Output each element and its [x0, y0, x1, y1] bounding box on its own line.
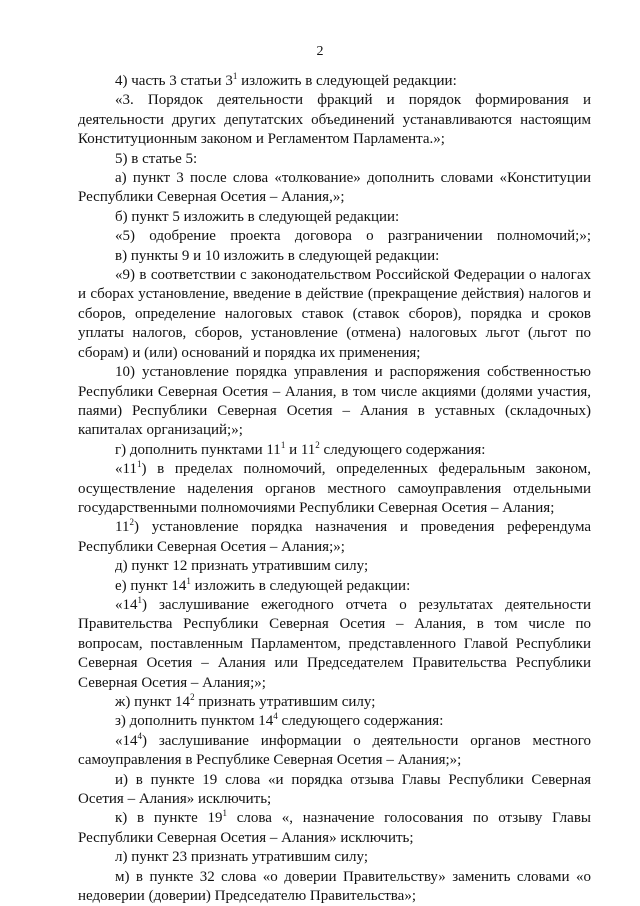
text-run: ) заслушивание информации о деятельности органов местного самоуправления в Республике Северная Осетия – Алания;»; — [78, 732, 591, 769]
paragraph — [78, 266, 591, 363]
superscript: 1 — [280, 439, 286, 450]
text-run: 4) часть 3 статьи 3 — [115, 73, 233, 89]
text-run: а) пункт 3 после слова «толкование» дополнить словами «Конституции Республики Северная Осетия – Алания,»; — [78, 170, 591, 206]
paragraph — [78, 518, 591, 557]
text-run: следующего содержания: — [319, 441, 486, 458]
text-run: признать утратившим силу; — [194, 694, 376, 710]
paragraph — [78, 227, 591, 246]
superscript: 2 — [315, 439, 320, 450]
paragraph — [78, 693, 591, 712]
text-run: л) пункт 23 признать утратившим силу; — [115, 849, 368, 866]
text-run: ) в пределах полномочий, определенных федеральным законом, осуществление наделения органов местного самоуправления отдельными государственными полномочиями Республики Северная Осетия – Алания; — [78, 461, 591, 516]
paragraph — [78, 868, 591, 906]
paragraph — [78, 771, 591, 810]
text-run: «3. Порядок деятельности фракций и порядок формирования и деятельности других депутатских объединений устанавливаются настоящим Конституционным законом и Регламентом Парламента.»; — [78, 92, 591, 148]
superscript: 4 — [273, 711, 278, 722]
paragraph — [78, 169, 591, 208]
text-run: 5) в статье 5: — [115, 150, 198, 167]
paragraph — [78, 557, 591, 576]
superscript: 2 — [129, 517, 134, 528]
paragraph — [78, 732, 591, 771]
superscript: 1 — [136, 459, 142, 470]
paragraph — [78, 809, 591, 848]
text-run: 11 — [115, 519, 130, 536]
paragraph — [78, 150, 591, 169]
paragraph — [78, 72, 591, 91]
page-number: 2 — [316, 44, 324, 59]
text-run: к) в пункте 19 — [115, 810, 223, 827]
superscript: 1 — [137, 594, 142, 605]
paragraph — [78, 247, 591, 266]
text-run: 10) установление порядка управления и распоряжения собственностью Республики Северная Осетия – Алания, в том числе акциями (долями участия, паями) Республики Северная Осетия – Алания в уставных (складочных) капиталах организаций;»; — [78, 364, 591, 439]
superscript: 2 — [190, 692, 195, 702]
paragraph — [78, 577, 591, 596]
text-run: ж) пункт 14 — [115, 694, 191, 710]
superscript: 1 — [222, 808, 228, 819]
superscript: 1 — [186, 575, 191, 586]
text-run: д) пункт 12 признать утратившим силу; — [115, 558, 369, 575]
text-run: «11 — [115, 461, 137, 478]
text-run: «14 — [115, 732, 138, 749]
paragraph — [78, 460, 591, 518]
text-run: изложить в следующей редакции: — [237, 73, 457, 89]
text-run: «9) в соответствии с законодательством Российской Федерации о налогах и сборах установление, введение в действие (прекращение действия) налогов и сборов, определение налоговых ставок (ставок сборов), порядка и сроков уплаты налогов, сборов, установление (отмена) налоговых льгот (льгот по сборам) и (или) оснований и порядка их применения; — [78, 267, 591, 361]
text-run: «14 — [115, 596, 138, 613]
text-run: «5) одобрение проекта договора о разграничении полномочий;»; — [115, 228, 591, 245]
paragraph — [78, 712, 591, 731]
document-body — [78, 72, 591, 906]
paragraph — [78, 596, 591, 693]
paragraph — [78, 363, 591, 441]
text-run: ) установление порядка назначения и проведения референдума Республики Северная Осетия – Алания;»; — [78, 519, 591, 555]
text-run: м) в пункте 32 слова «о доверии Правительству» заменить словами «о недоверии (доверии) Председателю Правительства»; — [78, 868, 591, 905]
text-run: е) пункт 14 — [115, 577, 187, 594]
text-run: з) дополнить пунктом 14 — [115, 713, 274, 730]
text-run: и) в пункте 19 слова «и порядка отзыва Главы Республики Северная Осетия – Алания» исключить; — [78, 771, 591, 808]
paragraph — [78, 848, 591, 867]
superscript: 4 — [137, 730, 142, 741]
text-run: в) пункты 9 и 10 изложить в следующей редакции: — [115, 247, 440, 264]
paragraph — [78, 91, 591, 149]
paragraph — [78, 208, 591, 227]
text-run: г) дополнить пунктами 11 — [115, 441, 281, 458]
text-run: следующего содержания: — [277, 713, 444, 730]
superscript: 1 — [232, 71, 238, 81]
paragraph — [78, 441, 591, 460]
text-run: и 11 — [285, 441, 316, 458]
text-run: б) пункт 5 изложить в следующей редакции: — [115, 208, 400, 225]
text-run: слова «, назначение голосования по отзыву Главы Республики Северная Осетия – Алания» исключить; — [78, 810, 591, 846]
text-run: ) заслушивание ежегодного отчета о результатах деятельности Правительства Республики Северная Осетия – Алания, в том числе по вопросам, поставленным Парламентом, представленного Главой Республики Северная Осетия – Алания или Председателем Правительства Республики Северная Осетия – Алания;»; — [78, 596, 591, 691]
text-run: изложить в следующей редакции: — [190, 577, 411, 594]
